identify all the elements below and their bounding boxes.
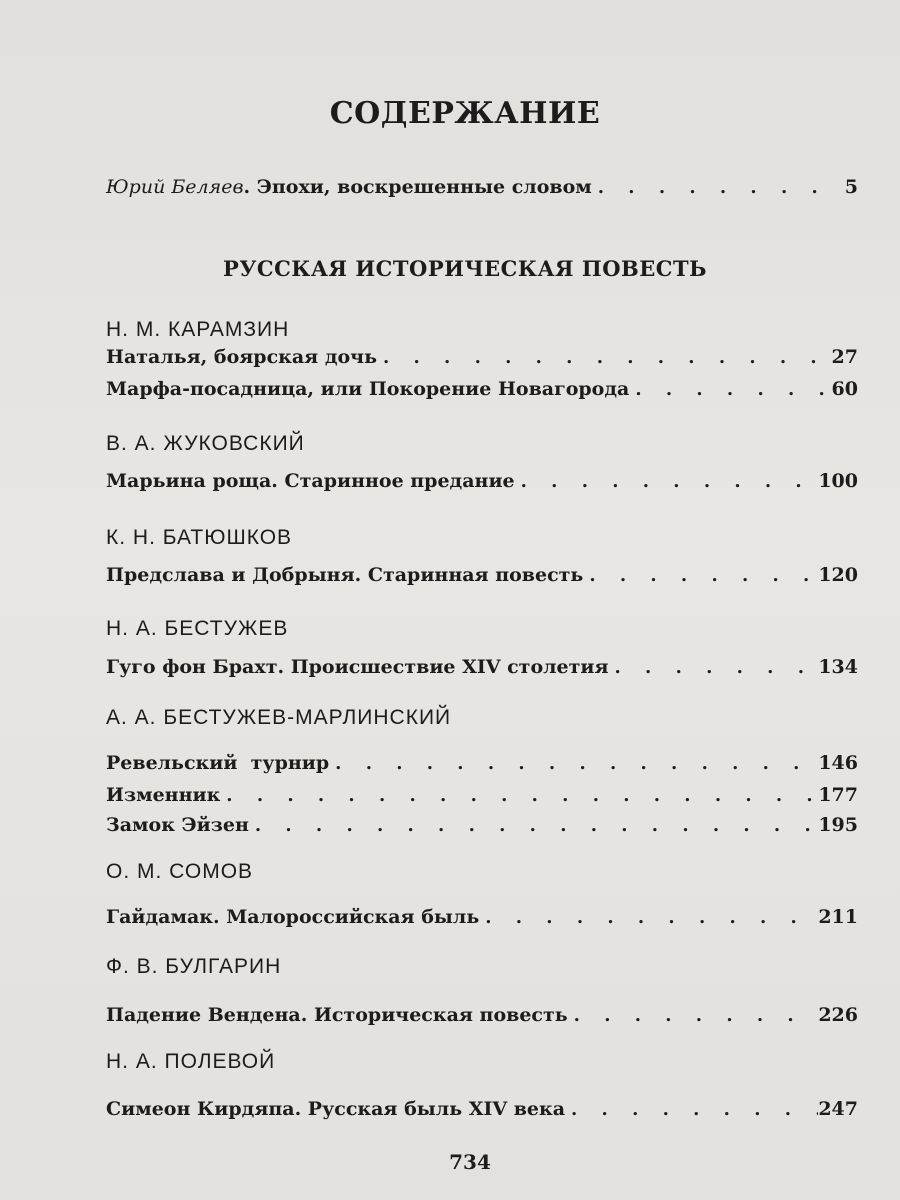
author-heading: В. А. ЖУКОВСКИЙ bbox=[106, 432, 305, 455]
page-number: 5 bbox=[844, 176, 858, 198]
page-number: 177 bbox=[818, 784, 858, 806]
page-number: 100 bbox=[818, 470, 858, 492]
leader-dots bbox=[592, 177, 828, 198]
page-number: 146 bbox=[818, 752, 858, 774]
toc-entry bbox=[106, 1004, 858, 1034]
entry-title: Марьина роща. Старинное предание bbox=[106, 470, 515, 492]
leader-dots bbox=[479, 907, 818, 928]
author-heading: Н. А. БЕСТУЖЕВ bbox=[106, 617, 289, 640]
toc-entry bbox=[106, 564, 858, 594]
page-number: 195 bbox=[818, 814, 858, 836]
author-heading: Н. М. КАРАМЗИН bbox=[106, 318, 290, 341]
page-number: 134 bbox=[818, 656, 858, 678]
toc-entry bbox=[106, 470, 858, 500]
page-number: 226 bbox=[818, 1004, 858, 1026]
leader-dots bbox=[583, 565, 818, 586]
leader-dots bbox=[220, 785, 818, 806]
leader-dots bbox=[629, 379, 828, 400]
page-number: 120 bbox=[818, 564, 858, 586]
page-number: 247 bbox=[818, 1098, 858, 1120]
leader-dots bbox=[249, 815, 818, 836]
contents-title: СОДЕРЖАНИЕ bbox=[329, 96, 601, 131]
entry-title: Симеон Кирдяпа. Русская быль XIV века bbox=[106, 1098, 566, 1120]
leader-dots bbox=[565, 1099, 818, 1120]
intro-author: Юрий Беляев bbox=[106, 176, 244, 198]
leader-dots bbox=[329, 753, 818, 774]
entry-title: Замок Эйзен bbox=[106, 814, 249, 836]
author-heading: К. Н. БАТЮШКОВ bbox=[106, 526, 293, 549]
intro-title: . Эпохи, воскрешенные словом bbox=[243, 176, 592, 198]
leader-dots bbox=[568, 1005, 819, 1026]
leader-dots bbox=[515, 471, 819, 492]
author-heading: Н. А. ПОЛЕВОЙ bbox=[106, 1050, 276, 1073]
toc-entry bbox=[106, 752, 858, 782]
page-number: 27 bbox=[831, 346, 858, 368]
entry-title: Падение Вендена. Историческая повесть bbox=[106, 1004, 568, 1026]
toc-entry bbox=[106, 784, 858, 814]
toc-entry bbox=[106, 1098, 858, 1128]
entry-title: Гуго фон Брахт. Происшествие XIV столетия bbox=[106, 656, 609, 678]
entry-title: Предслава и Добрыня. Старинная повесть bbox=[106, 564, 584, 586]
leader-dots bbox=[377, 347, 828, 368]
entry-title: Марфа-посадница, или Покорение Новагорода bbox=[106, 378, 630, 400]
toc-entry-intro bbox=[106, 176, 858, 206]
entry-title: Ревельский турнир bbox=[106, 752, 330, 774]
section-title: РУССКАЯ ИСТОРИЧЕСКАЯ ПОВЕСТЬ bbox=[223, 256, 707, 281]
toc-entry bbox=[106, 814, 858, 844]
toc-entry bbox=[106, 906, 858, 936]
entry-title: Изменник bbox=[106, 784, 221, 806]
author-heading: Ф. В. БУЛГАРИН bbox=[106, 955, 282, 978]
page-folio: 734 bbox=[449, 1150, 491, 1174]
toc-entry bbox=[106, 346, 858, 376]
entry-title: Гайдамак. Малороссийская быль bbox=[106, 906, 480, 928]
leader-dots bbox=[609, 657, 819, 678]
toc-entry bbox=[106, 656, 858, 686]
page-number: 60 bbox=[831, 378, 858, 400]
author-heading: О. М. СОМОВ bbox=[106, 860, 254, 883]
toc-entry bbox=[106, 378, 858, 408]
entry-title: Наталья, боярская дочь bbox=[106, 346, 377, 368]
page-number: 211 bbox=[818, 906, 858, 928]
author-heading: А. А. БЕСТУЖЕВ-МАРЛИНСКИЙ bbox=[106, 706, 452, 729]
